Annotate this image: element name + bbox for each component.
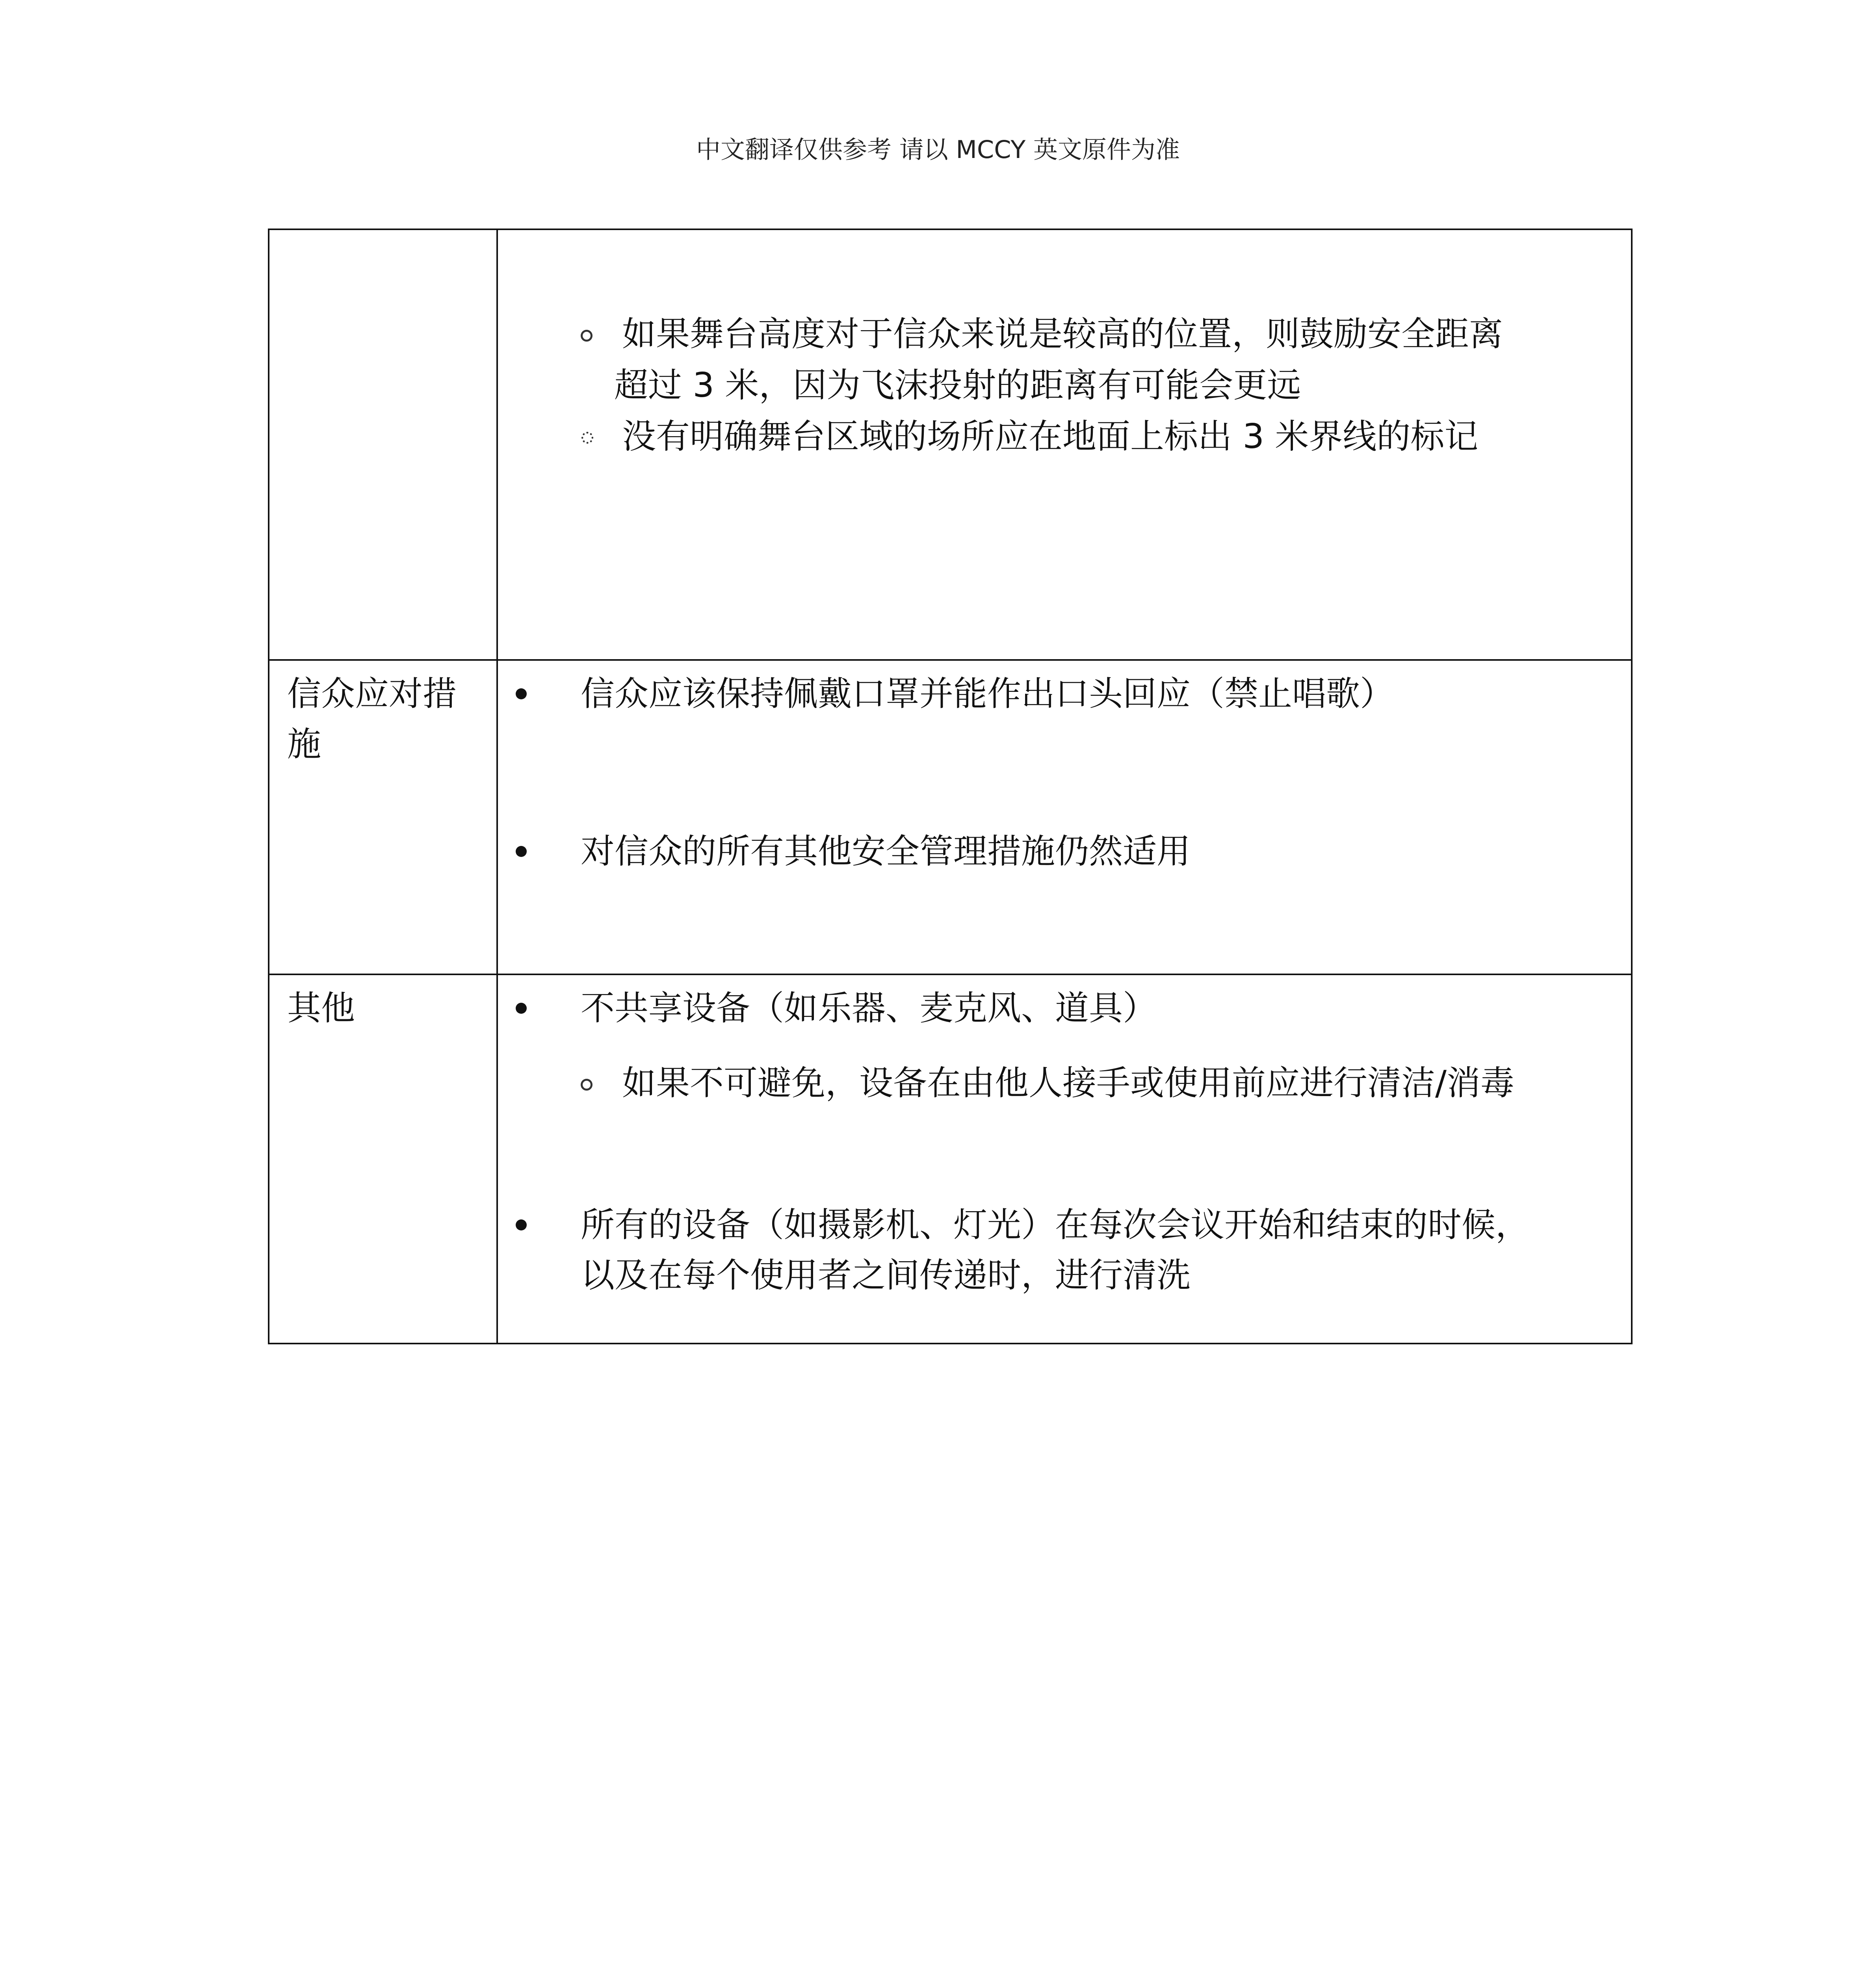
row-content-cell [497, 660, 1632, 974]
hollow-circle-icon [581, 330, 593, 342]
row-label-cell [269, 660, 497, 974]
row-content-cell [497, 229, 1632, 660]
row-label-cell [269, 229, 497, 660]
bullet-icon [516, 1003, 527, 1014]
row-label [269, 661, 496, 769]
list-item [622, 309, 1503, 359]
measures-table [268, 229, 1633, 1344]
list-item [622, 411, 1478, 462]
list-item-line: 信众应该保持佩戴口罩并能作出口头回应（禁止唱歌） [581, 674, 1394, 714]
list-item [581, 983, 1157, 1033]
hollow-circle-icon [581, 1079, 593, 1091]
table-row [269, 660, 1632, 974]
table-row [269, 229, 1632, 660]
list-item-line: 所有的设备（如摄影机、灯光）在每次会议开始和结束的时候， [581, 1205, 1529, 1245]
row-label-line: 信众应对措 [287, 674, 457, 714]
page-header: 中文翻译仅供参考 请以 MCCY 英文原件为准 [696, 135, 1180, 164]
list-item [622, 1058, 1514, 1108]
list-item-line: 不共享设备（如乐器、麦克风、道具） [581, 989, 1157, 1028]
row-content-cell [497, 974, 1632, 1344]
list-item-line: 对信众的所有其他安全管理措施仍然适用 [581, 832, 1191, 871]
bullet-icon [516, 1219, 527, 1230]
bullet-icon [516, 688, 527, 699]
row-label-line: 其他 [287, 989, 355, 1028]
list-item [581, 826, 1191, 877]
list-item [614, 360, 1301, 411]
list-item [581, 1200, 1529, 1301]
list-item-line: 如果舞台高度对于信众来说是较高的位置，则鼓励安全距离 [622, 314, 1503, 354]
bullet-icon [516, 846, 527, 857]
list-item-line: 没有明确舞台区域的场所应在地面上标出 3 米界线的标记 [622, 417, 1479, 456]
list-item-line: 以及在每个使用者之间传递时，进行清洗 [581, 1256, 1191, 1295]
row-label-line: 施 [287, 725, 321, 764]
table-row [269, 974, 1632, 1344]
row-label [269, 975, 496, 1033]
dotted-circle-icon [581, 432, 593, 444]
list-item [581, 669, 1394, 719]
list-item-line: 超过 3 米，因为飞沫投射的距离有可能会更远 [614, 366, 1301, 405]
list-item-line: 如果不可避免，设备在由他人接手或使用前应进行清洁/消毒 [622, 1063, 1514, 1103]
row-label-cell [269, 974, 497, 1344]
